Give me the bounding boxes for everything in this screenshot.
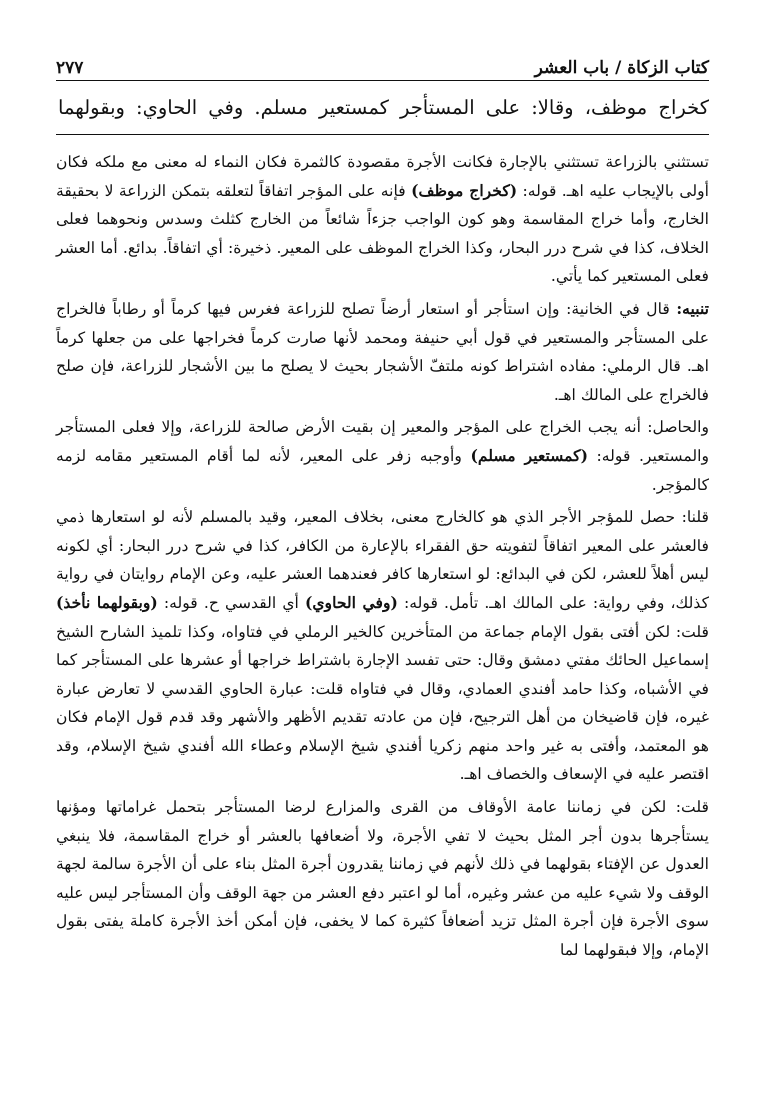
commentary-paragraph [56,413,709,499]
text-run: قلت: لكن أفتى بقول الإمام جماعة من المتأخرين كالخير الرملي في فتاواه، وكذا تلميذ الشارح الشيخ إسماعيل الحائك مفتي دمشق وقال: حتى تفسد الإجارة باشتراط خراجها أو عشرها على المستأجر كما في الأشباه، وكذا حامد أفندي العمادي، وقال في فتاواه قلت: عبارة الحاوي القدسي لا تعارض عبارة غيره، فإن قاضيخان من أهل الترجيح، فإن من عادته تقديم الأظهر والأشهر وقد قدم قول الإمام فكان هو المعتمد، وأفتى به غير واحد منهم زكريا أفندي شيخ الإسلام وعطاء الله أفندي شيخ الإسلام، وقد اقتصر عليه في الإسعاف والخصاف اهـ. [56,622,709,784]
quoted-phrase: تنبيه: [676,298,709,318]
running-header [56,52,709,78]
commentary-paragraph [56,503,709,789]
commentary-paragraph [56,295,709,409]
quoted-phrase: (كمستعير مسلم) [470,445,588,465]
text-run: تستثني بالزراعة تستثني بالإجارة فكانت الأجرة مقصودة كالثمرة فكان النماء له معنى مع ملكه فكان أولى بالإيجاب عليه اهـ. قوله: [56,153,709,200]
header-divider [56,80,709,81]
commentary-paragraph [56,148,709,291]
page-number: ٢٧٧ [56,58,84,78]
matn-line: كخراج موظف، وقالا: على المستأجر كمستعير مسلم. وفي الحاوي: وبقولهما [58,96,709,119]
commentary-body [56,148,709,965]
text-run: قال في الخانية: وإن استأجر أو استعار أرضاً تصلح للزراعة فغرس فيها كرماً أو رطاباً فالخراج على المستأجر والمستعير في قول أبي حنيفة ومحمد لأنها صارت كرماً فخراجها على من جعلها كرماً اهـ. قال الرملي: مفاده اشتراط كونه ملتفّ الأشجار بحيث لا يصلح ما بين الأشجار للزراعة، فإن صلح فالخراج على المالك اهـ. [56,299,709,404]
text-run: فإنه على المؤجر اتفاقاً لتعلقه بتمكن الزراعة لا بحقيقة الخارج، وأما خراج المقاسمة وهو كون الواجب جزءاً شائعاً من الخارج كثلث وسدس ونحوهما فعلى الخلاف، كذا في شرح درر البحار، وكذا الخراج الموظف على المعير. ذخيرة: أي اتفاقاً. بدائع. أما العشر فعلى المستعير كما يأتي. [56,181,709,286]
text-run: قلت: لكن في زماننا عامة الأوقاف من القرى والمزارع لرضا المستأجر بتحمل غراماتها ومؤنها يستأجرها بدون أجر المثل بحيث لا تفي الأجرة، ولا أضعافها بالعشر أو خراج المقاسمة، فلا ينبغي العدول عن الإفتاء بقولهما في ذلك لأنهم في زماننا يقدرون أجرة المثل بناء على أن الأجرة سالمة لجهة الوقف ولا شيء عليه من عشر وغيره، أما لو اعتبر دفع العشر من جهة الوقف وأن المستأجر ليس عليه سوى الأجرة فإن أجرة المثل تزيد أضعافاً كثيرة كما لا يخفى، فإن أمكن أخذ الأجرة كاملة يفتى بقول الإمام، وإلا فبقولهما لما [56,798,709,960]
chapter-title: كتاب الزكاة / باب العشر [534,58,709,78]
quoted-phrase: (كخراج موظف) [411,180,518,200]
text-run: قلنا: حصل للمؤجر الأجر الذي هو كالخارج معنى، بخلاف المعير، وقيد بالمسلم لأنه لو استعارها ذمي فالعشر على المعير اتفاقاً لتفويته حق الفقراء بالإعارة من الكافر، كذا في شرح درر البحار: أي لكونه ليس أهلاً للعشر، لكن في البدائع: لو استعارها كافر فعندهما العشر عليه، وعن الإمام روايتان في رواية كذلك، وفي رواية: على المالك اهـ. تأمل. قوله: [56,508,709,612]
matn-divider [56,134,709,135]
text-run: والحاصل: أنه يجب الخراج على المؤجر والمعير إن بقيت الأرض صالحة للزراعة، وإلا فعلى المستأجر والمستعير. قوله: [56,418,710,465]
text-run: أي القدسي ح. قوله: [157,593,305,612]
quoted-phrase: (وبقولهما نأخذ) [56,592,158,612]
quoted-phrase: (وفي الحاوي) [304,592,398,612]
commentary-paragraph [56,793,709,965]
text-run: وأوجبه زفر على المعير، لأنه لما أقام المستعير مقامه لزمه كالمؤجر. [56,446,709,494]
